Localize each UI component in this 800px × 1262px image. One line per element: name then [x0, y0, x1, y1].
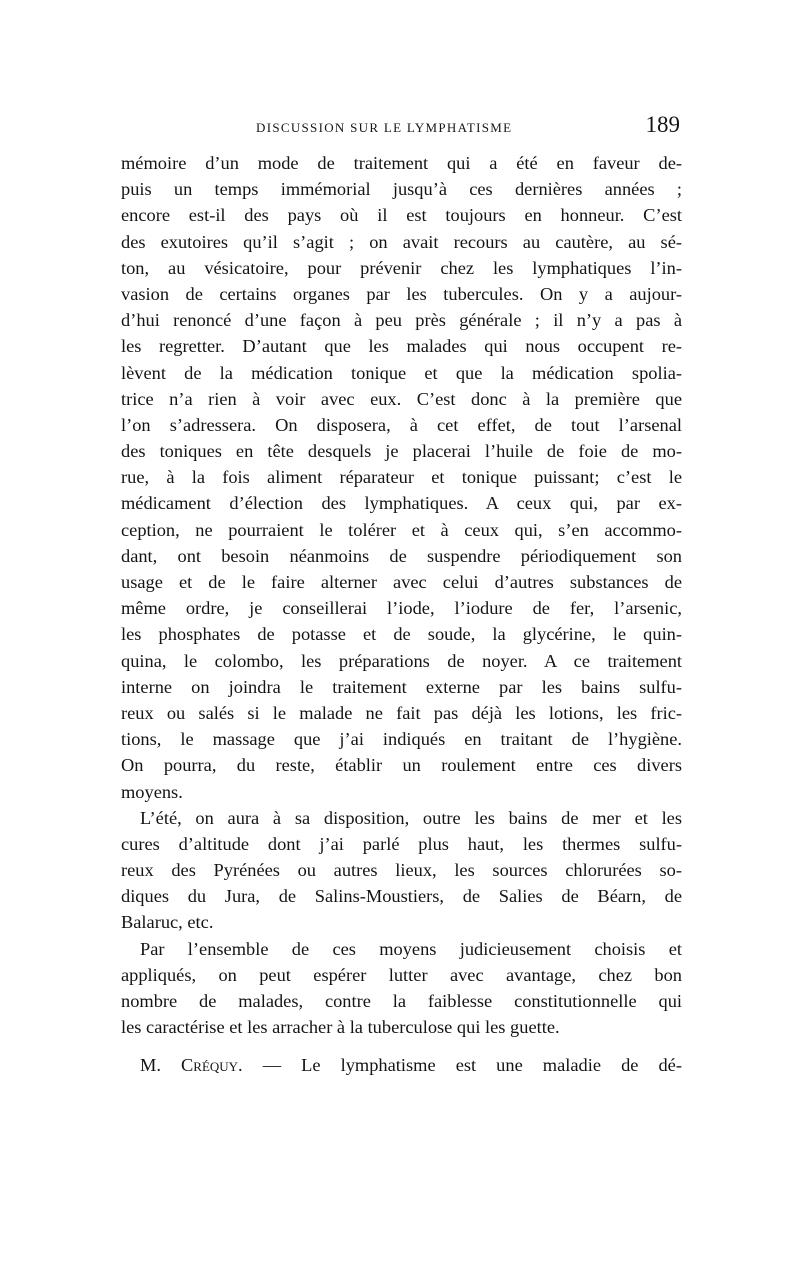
running-head — [120, 112, 682, 142]
text-line: lèvent de la médication tonique et que la médication spolia- — [121, 362, 682, 383]
speech-line — [121, 1052, 682, 1078]
text-line: rue, à la fois aliment réparateur et tonique puissant; c’est le — [121, 467, 682, 488]
text-line: encore est-il des pays où il est toujours en honneur. C’est — [121, 205, 682, 226]
speaker-name: M. Créquy. — [140, 1055, 243, 1076]
text-line: les regretter. D’autant que les malades qui nous occupent re- — [121, 336, 682, 357]
text-line: mémoire d’un mode de traitement qui a été en faveur de- — [121, 153, 682, 173]
text-line: même ordre, je conseillerai l’iode, l’iodure de fer, l’arsenic, — [121, 598, 682, 619]
running-title: DISCUSSION SUR LE LYMPHATISME — [256, 120, 513, 135]
text-line: nombre de malades, contre la faiblesse constitutionnelle qui — [121, 991, 682, 1011]
page-number: 189 — [645, 112, 680, 137]
text-line: des toniques en tête desquels je placerai l’huile de foie de mo- — [121, 441, 682, 462]
text-line: ton, au vésicatoire, pour prévenir chez les lymphatiques l’in- — [121, 257, 682, 278]
text-line: interne on joindra le traitement externe par les bains sulfu- — [121, 676, 682, 697]
paragraph-3 — [121, 936, 682, 1041]
paragraph-2 — [121, 805, 682, 936]
text-line: Par l’ensemble de ces moyens judicieusement choisis et — [140, 938, 682, 959]
text-line: On pourra, du reste, établir un roulement entre ces divers — [121, 755, 682, 776]
text-line: d’hui renoncé d’une façon à peu près générale ; il n’y a pas à — [121, 310, 682, 331]
paragraph-1 — [121, 150, 682, 805]
text-line: puis un temps immémorial jusqu’à ces dernières années ; — [121, 179, 682, 200]
text-line: reux des Pyrénées ou autres lieux, les sources chlorurées so- — [121, 860, 682, 881]
text-line: l’on s’adressera. On disposera, à cet effet, de tout l’arsenal — [121, 414, 682, 435]
text-line: L’été, on aura à sa disposition, outre les bains de mer et les — [140, 807, 682, 828]
text-line: les phosphates de potasse et de soude, la glycérine, le quin- — [121, 624, 682, 645]
text-line: reux ou salés si le malade ne fait pas déjà les lotions, les fric- — [121, 702, 682, 723]
text-line: appliqués, on peut espérer lutter avec avantage, chez bon — [121, 964, 682, 985]
text-line: les caractérise et les arracher à la tuberculose qui les guette. — [121, 1017, 560, 1038]
text-line: usage et de le faire alterner avec celui d’autres substances de — [121, 572, 682, 592]
text-line: dant, ont besoin néanmoins de suspendre périodiquement son — [121, 545, 682, 566]
text-line: ception, ne pourraient le tolérer et à ceux qui, s’en accommo- — [121, 519, 682, 540]
text-line: cures d’altitude dont j’ai parlé plus haut, les thermes sulfu- — [121, 833, 682, 854]
text-line: moyens. — [121, 781, 183, 802]
text-line: médicament d’élection des lymphatiques. A ceux qui, par ex- — [121, 493, 682, 514]
text-line: des exutoires qu’il s’agit ; on avait recours au cautère, au sé- — [121, 231, 682, 252]
text-line: Balaruc, etc. — [121, 912, 214, 933]
text-line: tions, le massage que j’ai indiqués en traitant de l’hygiène. — [121, 729, 682, 750]
body-text — [121, 150, 682, 1079]
text-line: trice n’a rien à voir avec eux. C’est donc à la première que — [121, 388, 682, 409]
text-line: quina, le colombo, les préparations de noyer. A ce traitement — [121, 650, 682, 671]
speech-paragraph — [121, 1052, 682, 1078]
text-line: diques du Jura, de Salins-Moustiers, de Salies de Béarn, de — [121, 886, 682, 907]
text-line: vasion de certains organes par les tubercules. On y a aujour- — [121, 283, 682, 304]
speech-text: — Le lymphatisme est une maladie de dé- — [262, 1055, 682, 1076]
